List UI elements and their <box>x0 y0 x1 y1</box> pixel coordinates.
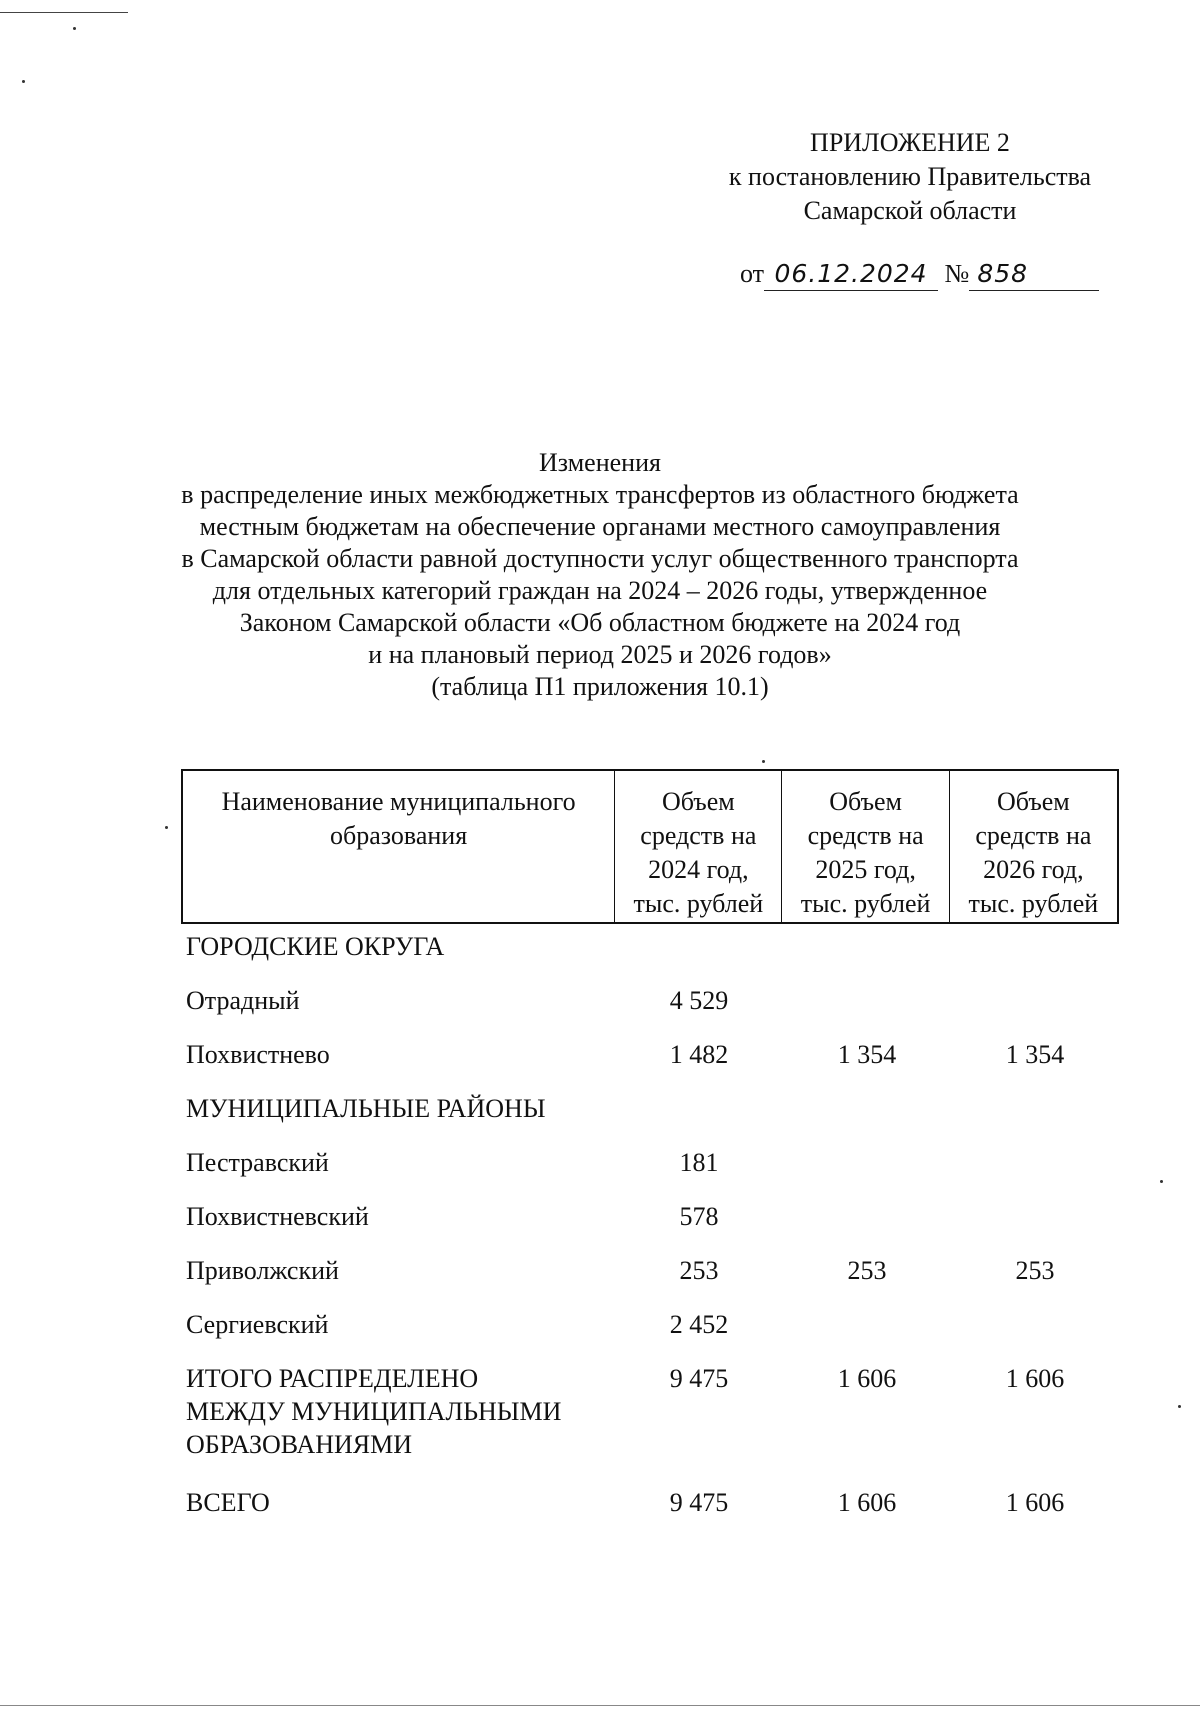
header-text: Объем <box>996 787 1070 816</box>
label-line: ОБРАЗОВАНИЯМИ <box>186 1430 413 1459</box>
municipality-name: Отрадный <box>186 986 300 1015</box>
order-number: 858 <box>977 259 1029 288</box>
header-text: 2024 год, <box>648 855 749 884</box>
header-cell-2026 <box>950 771 1117 922</box>
value-2024: 4 529 <box>669 986 729 1015</box>
header-text: образования <box>330 821 468 850</box>
scan-edge-line <box>0 12 128 13</box>
appendix-title: ПРИЛОЖЕНИЕ 2 <box>810 128 1010 157</box>
header-text: 2026 год, <box>983 855 1084 884</box>
heading-line: в Самарской области равной доступности услуг общественного транспорта <box>181 544 1019 573</box>
value-2026 <box>951 1200 1119 1254</box>
municipality-name: Приволжский <box>186 1256 339 1285</box>
value-2026: 1 606 <box>1005 1488 1065 1517</box>
municipality-name: Сергиевский <box>186 1310 329 1339</box>
table-row <box>181 1200 1119 1254</box>
value-2026 <box>951 1146 1119 1200</box>
header-cell-2024 <box>615 771 782 922</box>
value-2026: 1 606 <box>1005 1364 1065 1393</box>
value-2025 <box>783 1146 951 1200</box>
header-text: 2025 год, <box>815 855 916 884</box>
heading-line: (таблица П1 приложения 10.1) <box>431 672 769 701</box>
heading-line: Законом Самарской области «Об областном бюджете на 2024 год <box>239 608 961 637</box>
value-2025 <box>783 984 951 1038</box>
scan-speck <box>165 826 168 829</box>
value-2024: 578 <box>679 1202 719 1231</box>
table-header <box>181 769 1119 924</box>
value-2024: 2 452 <box>669 1310 729 1339</box>
municipality-name: Похвистневский <box>186 1202 369 1231</box>
value-2025: 1 606 <box>837 1364 897 1393</box>
header-text: Объем <box>661 787 735 816</box>
value-2025 <box>783 1308 951 1362</box>
value-2024: 253 <box>679 1256 719 1285</box>
heading-line: для отдельных категорий граждан на 2024 – 2026 годы, утвержденное <box>212 576 988 605</box>
section-row <box>181 1092 1119 1146</box>
section-title: МУНИЦИПАЛЬНЫЕ РАЙОНЫ <box>186 1094 546 1123</box>
table-row <box>181 984 1119 1038</box>
appendix-header <box>700 126 1120 228</box>
scan-speck <box>22 80 25 83</box>
heading-line: и на плановый период 2025 и 2026 годов» <box>368 640 832 669</box>
value-2025: 1 354 <box>837 1040 897 1069</box>
total-distributed-label <box>181 1362 615 1486</box>
appendix-line-3: Самарской области <box>803 196 1017 225</box>
municipality-name: Похвистнево <box>186 1040 330 1069</box>
document-heading <box>150 447 1050 703</box>
value-2024: 181 <box>679 1148 719 1177</box>
value-2025: 1 606 <box>837 1488 897 1517</box>
heading-line: в распределение иных межбюджетных трансфертов из областного бюджета <box>181 480 1019 509</box>
table-row <box>181 1146 1119 1200</box>
scan-speck <box>1178 1405 1181 1408</box>
header-cell-municipality <box>183 771 615 922</box>
total-distributed-row <box>181 1362 1119 1486</box>
scan-edge-line <box>0 1705 1200 1706</box>
header-text: Наименование муниципального <box>221 787 576 816</box>
value-2024: 9 475 <box>669 1488 729 1517</box>
table-row <box>181 1308 1119 1362</box>
table-row <box>181 1038 1119 1092</box>
header-cell-2025 <box>782 771 949 922</box>
municipality-name: Пестравский <box>186 1148 329 1177</box>
header-text: средств на <box>640 821 757 850</box>
appendix-line-2: к постановлению Правительства <box>728 162 1092 191</box>
grand-total-row <box>181 1486 1119 1540</box>
label-line: ИТОГО РАСПРЕДЕЛЕНО <box>186 1364 479 1393</box>
value-2026: 1 354 <box>1005 1040 1065 1069</box>
grand-total-label: ВСЕГО <box>186 1488 270 1517</box>
header-text: тыс. рублей <box>968 889 1099 918</box>
value-2025: 253 <box>847 1256 887 1285</box>
header-text: тыс. рублей <box>800 889 931 918</box>
section-title: ГОРОДСКИЕ ОКРУГА <box>186 932 445 961</box>
label-line: МЕЖДУ МУНИЦИПАЛЬНЫМИ <box>186 1397 562 1426</box>
order-number-sign: № <box>944 259 970 288</box>
header-text: Объем <box>829 787 903 816</box>
header-text: средств на <box>975 821 1092 850</box>
value-2026 <box>951 1308 1119 1362</box>
order-reference <box>740 258 1099 291</box>
heading-line: Изменения <box>539 448 661 477</box>
table-body <box>181 930 1119 1540</box>
scan-speck <box>762 760 765 763</box>
header-text: средств на <box>807 821 924 850</box>
scan-speck <box>1160 1180 1163 1183</box>
value-2026 <box>951 984 1119 1038</box>
value-2024: 9 475 <box>669 1364 729 1393</box>
value-2025 <box>783 1200 951 1254</box>
section-row <box>181 930 1119 984</box>
value-2024: 1 482 <box>669 1040 729 1069</box>
header-text: тыс. рублей <box>633 889 764 918</box>
table-row <box>181 1254 1119 1308</box>
value-2026: 253 <box>1015 1256 1055 1285</box>
heading-line: местным бюджетам на обеспечение органами местного самоуправления <box>199 512 1001 541</box>
order-prefix: от <box>740 259 765 288</box>
order-date: 06.12.2024 <box>774 259 928 288</box>
scan-speck <box>73 27 76 30</box>
